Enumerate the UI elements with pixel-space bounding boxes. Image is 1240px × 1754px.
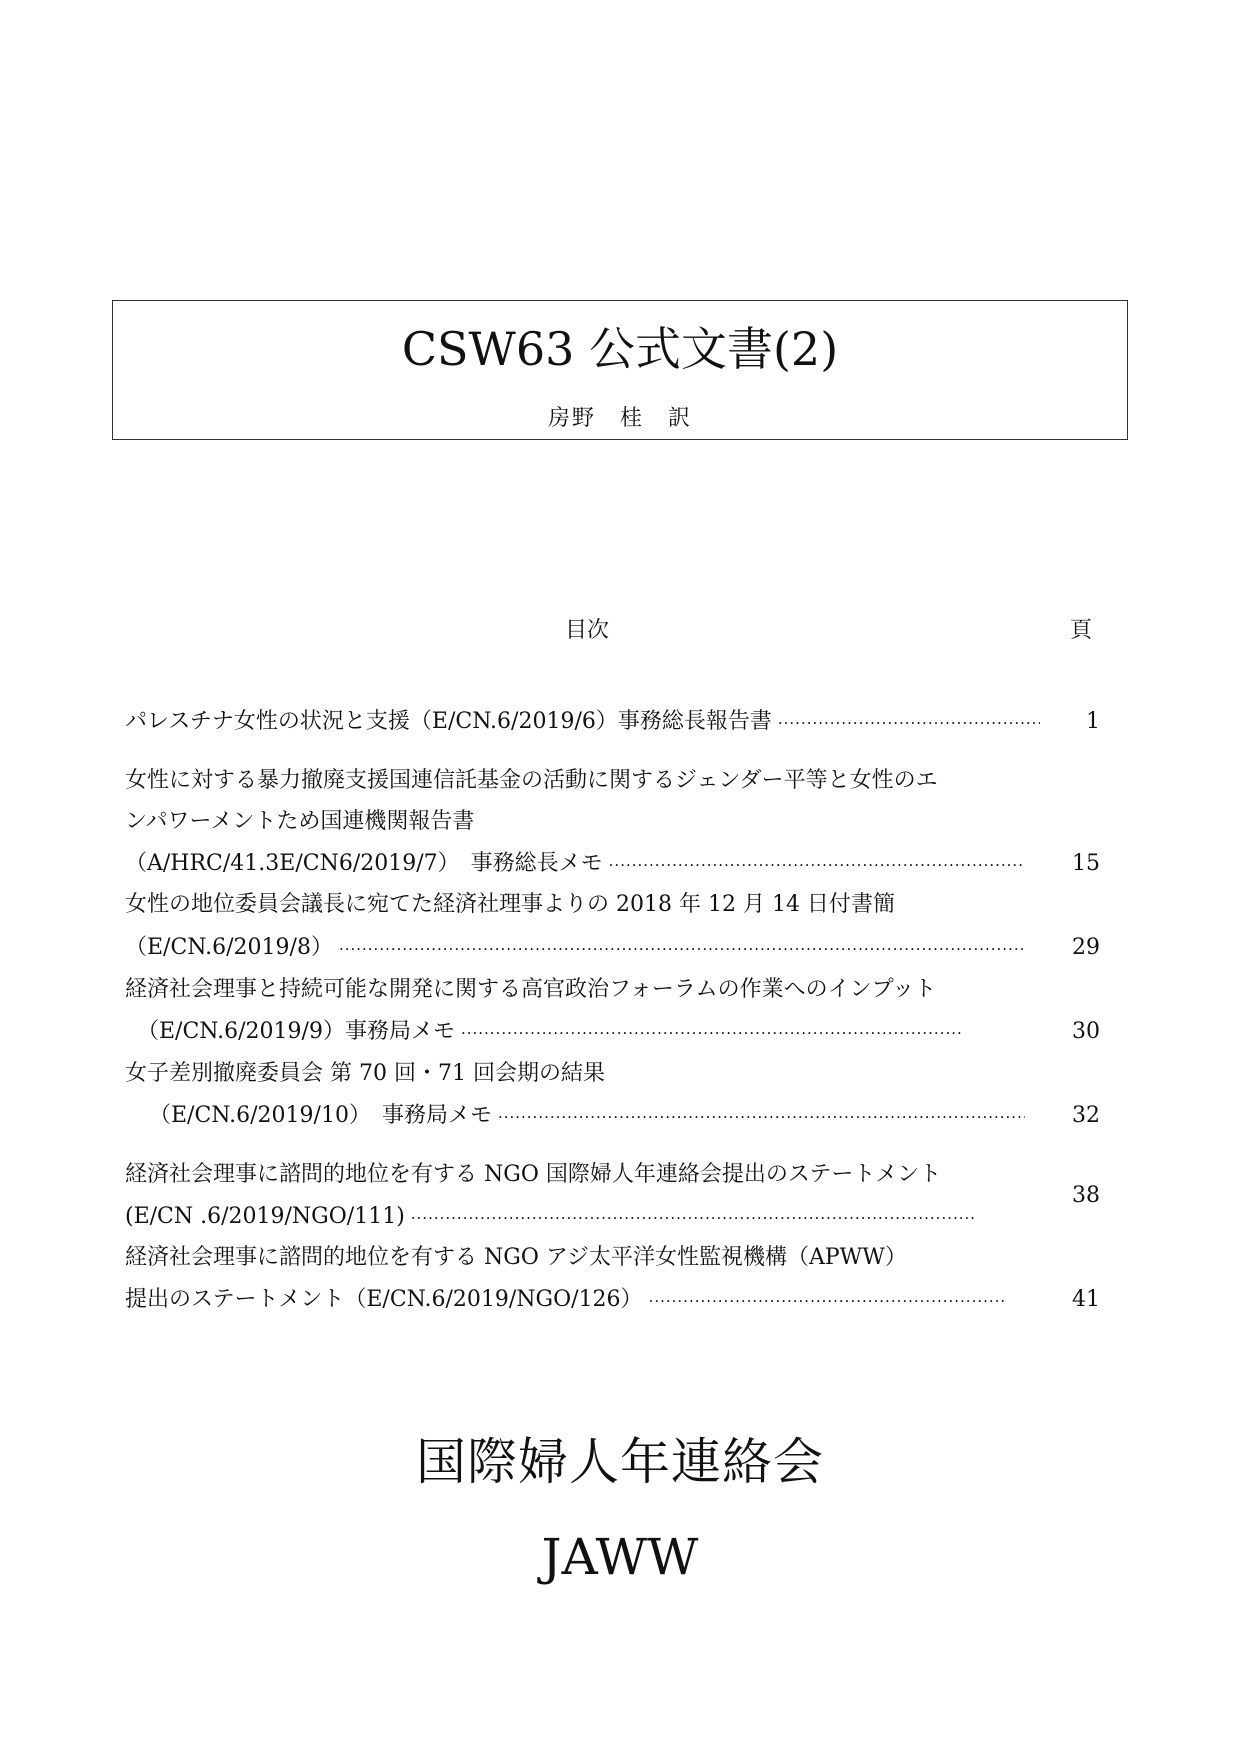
toc-entry-2-line-1: 女性に対する暴力撤廃支援国連信託基金の活動に関するジェンダー平等と女性のエ bbox=[125, 768, 938, 793]
toc-entry-7-line-1: 経済社会理事に諮問的地位を有する NGO アジ太平洋女性監視機構（APWW） bbox=[125, 1245, 907, 1270]
translator-credit: 房野 桂 訳 bbox=[547, 406, 692, 431]
page-column-heading: 頁 bbox=[1070, 618, 1093, 643]
toc-entry-4-line-2: （E/CN.6/2019/9）事務局メモ ····· bbox=[125, 1017, 963, 1048]
toc-entry-3-page: 29 bbox=[1072, 935, 1100, 960]
toc-entry-3-line-2: （E/CN.6/2019/8） ····· bbox=[125, 933, 1025, 964]
dot-leader bbox=[649, 1286, 1005, 1316]
dot-leader bbox=[339, 934, 1025, 964]
toc-entry-4-page: 30 bbox=[1072, 1019, 1100, 1044]
dot-leader bbox=[411, 1203, 975, 1233]
dot-leader bbox=[461, 1018, 963, 1048]
dot-leader bbox=[778, 708, 1040, 738]
toc-entry-2-line-3: （A/HRC/41.3E/CN6/2019/7） 事務総長メモ ····· bbox=[125, 849, 1025, 880]
toc-heading: 目次 bbox=[565, 618, 610, 643]
toc-entry-1-page: 1 bbox=[1086, 709, 1100, 734]
toc-entry-5-page: 32 bbox=[1072, 1103, 1100, 1128]
document-title: CSW63 公式文書(2) bbox=[401, 322, 839, 376]
dot-leader bbox=[498, 1102, 1025, 1132]
title-box bbox=[112, 300, 1128, 440]
toc-entry-7-page: 41 bbox=[1072, 1287, 1100, 1312]
toc-entry-5-line-1: 女子差別撤廃委員会 第 70 回・71 回会期の結果 bbox=[125, 1061, 605, 1086]
toc-entry-2-page: 15 bbox=[1072, 851, 1100, 876]
toc-entry-4-line-1: 経済社会理事と持続可能な開発に関する高官政治フォーラムの作業へのインプット bbox=[125, 977, 937, 1002]
organization-abbreviation: JAWW bbox=[541, 1528, 699, 1586]
toc-entry-2-line-2: ンパワーメントため国連機関報告書 bbox=[125, 809, 475, 834]
organization-name: 国際婦人年連絡会 bbox=[416, 1433, 824, 1491]
toc-entry-5-line-2: （E/CN.6/2019/10） 事務局メモ ····· bbox=[125, 1101, 1025, 1132]
toc-entry-7-line-2: 提出のステートメント（E/CN.6/2019/NGO/126） ····· bbox=[125, 1285, 1005, 1316]
toc-entry-6-line-1: 経済社会理事に諮問的地位を有する NGO 国際婦人年連絡会提出のステートメント bbox=[125, 1162, 942, 1187]
dot-leader bbox=[609, 850, 1025, 880]
toc-entry-1-line-1: パレスチナ女性の状況と支援（E/CN.6/2019/6）事務総長報告書 ····· bbox=[125, 707, 1040, 738]
toc-entry-6-line-2: (E/CN .6/2019/NGO/111) ····· bbox=[125, 1202, 975, 1233]
toc-entry-6-page: 38 bbox=[1072, 1183, 1100, 1208]
toc-entry-3-line-1: 女性の地位委員会議長に宛てた経済社理事よりの 2018 年 12 月 14 日付書簡 bbox=[125, 892, 895, 917]
